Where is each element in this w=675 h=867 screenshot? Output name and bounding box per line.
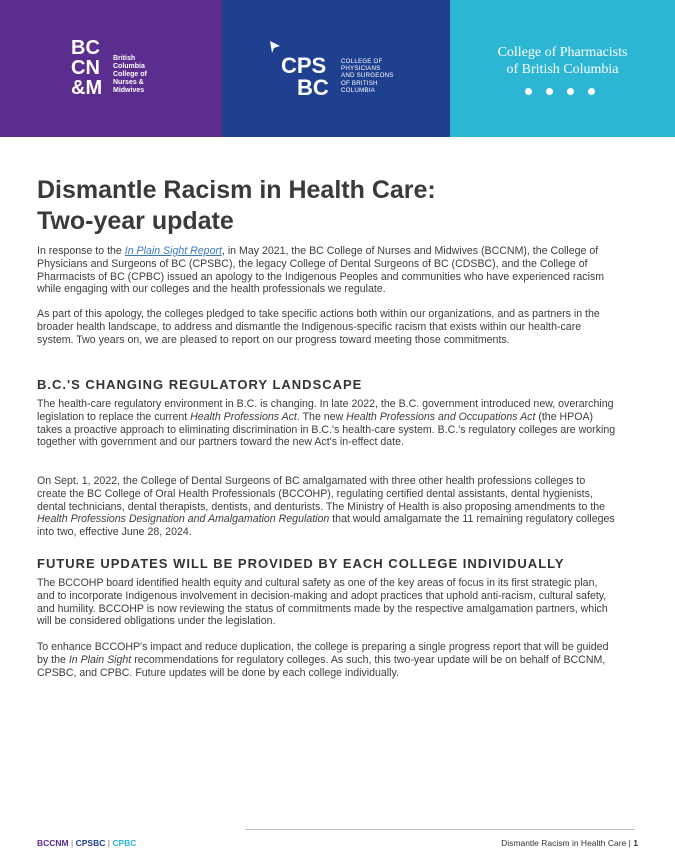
section2-paragraph-1: The BCCOHP board identified health equity and cultural safety as one of the key areas of focus in its first strategic plan, and to incorporate Indigenous involvement in decision-making and adopt practices that uphold anti-racism, cultural safety, and humility. BCCOHP is now reviewing the status of commitments made by the respective amalgamation partners, which will be considered obligations under the legislation. <box>37 577 608 628</box>
body-text-italic: Health Professions and Occupations Act <box>346 410 536 423</box>
footer-cpsbc: CPSBC <box>75 838 106 848</box>
dot-icon <box>546 88 553 95</box>
bccnm-panel <box>0 0 222 137</box>
cpsbc-arrow-icon <box>268 40 282 54</box>
cpsbc-mono-line-2: BC <box>297 75 329 100</box>
footer-college-list <box>37 838 136 848</box>
dot-icon <box>567 88 574 95</box>
intro-text: , in May 2021, the BC College of Nurses and Midwives (BCCNM), the College of Physicians and Surgeons of BC (CPSBC), the legacy College of Dental Surgeons of BC (CDSBC), and the College of Pharmacists of BC (CPBC) issued an apology to the Indigenous Peoples and communities who have experienced racism while engaging with our colleges and the health professionals we regulate. <box>37 245 605 296</box>
footer-document-title: Dismantle Racism in Health Care <box>501 838 627 848</box>
cpsbc-mono-line-1: CPS <box>281 53 327 78</box>
footer-divider <box>245 829 635 830</box>
body-text: . The new <box>296 410 347 423</box>
intro-paragraph-1 <box>37 245 617 296</box>
footer-cpbc: CPBC <box>112 838 137 848</box>
footer-bccnm: BCCNM <box>37 838 69 848</box>
in-plain-sight-report-link[interactable]: In Plain Sight Report <box>124 245 222 257</box>
cpsbc-logo-monogram <box>281 55 329 99</box>
section1-paragraph-1 <box>37 398 617 449</box>
bccnm-name-line: College of <box>113 71 147 78</box>
bccnm-logo-name <box>113 55 147 95</box>
cpbc-name-line: of British Columbia <box>506 62 619 77</box>
cpsbc-name-line: COLLEGE OF <box>341 58 383 65</box>
body-text: To enhance BCCOHP's impact and reduce duplication, the college is preparing a single progress report that will be guided by the <box>37 641 609 666</box>
footer-page-label <box>501 838 638 848</box>
bccnm-name-line: Columbia <box>113 63 145 70</box>
page-title-line-2: Two-year update <box>37 207 234 235</box>
cpsbc-name-line: AND SURGEONS <box>341 72 394 80</box>
cpsbc-panel <box>222 0 450 137</box>
body-text-italic: Health Professions Designation and Amalgamation Regulation <box>37 513 330 526</box>
bccnm-name-line: Nurses & <box>113 79 144 86</box>
footer-separator: | <box>71 838 74 848</box>
bccnm-mono-line-3: &M <box>71 77 103 99</box>
cpsbc-name-line: PHYSICIANS <box>341 65 381 73</box>
body-text: (the HPOA) takes a proactive approach to eliminating discrimination in B.C.'s health-care system. B.C.'s regulatory colleges are working together with government and our partners toward the new Act's in-effect date. <box>37 410 616 449</box>
section1-paragraph-2 <box>37 475 617 539</box>
body-text: recommendations for regulatory colleges. As such, this two-year update will be on behalf of BCCNM, CPSBC, and CPBC. Future updates will be done by each college individually. <box>37 653 606 679</box>
section-heading-regulatory-landscape: B.C.'S CHANGING REGULATORY LANDSCAPE <box>37 377 363 392</box>
footer-separator: | <box>628 838 631 848</box>
footer-separator: | <box>107 838 110 848</box>
page-number: 1 <box>633 838 638 848</box>
intro-paragraph-2: As part of this apology, the colleges pledged to take specific actions both within our organizations, and as partners in the broader health landscape, to address and dismantle the Indigenous-specific racism that exists within our health-care system. Two years on, we are pleased to report on our progress toward meeting those commitments. <box>37 308 600 346</box>
dot-icon <box>525 88 532 95</box>
section-heading-future-updates: FUTURE UPDATES WILL BE PROVIDED BY EACH COLLEGE INDIVIDUALLY <box>37 556 565 571</box>
dot-icon <box>588 88 595 95</box>
section2-paragraph-2 <box>37 641 617 679</box>
body-text: The health-care regulatory environment in B.C. is changing. In late 2022, the B.C. government introduced new, overarching legislation to replace the current <box>37 398 614 423</box>
page-title <box>37 175 436 237</box>
page-title-line-1: Dismantle Racism in Health Care: <box>37 176 436 204</box>
bccnm-logo-monogram <box>71 38 102 98</box>
cpsbc-name-line: COLUMBIA <box>341 86 375 94</box>
body-text: that would amalgamate the 11 remaining regulatory colleges into two, effective June 28, 2024. <box>37 513 615 539</box>
cpbc-logo-name <box>450 44 675 78</box>
bccnm-name-line: British <box>113 55 136 62</box>
intro-text: In response to the <box>37 245 125 257</box>
bccnm-name-line: Midwives <box>113 87 145 94</box>
cpsbc-name-line: OF BRITISH <box>341 79 378 87</box>
bccnm-mono-line-2: CN <box>71 57 100 79</box>
cpbc-dots-decoration <box>525 88 595 95</box>
cpbc-name-line: College of Pharmacists <box>497 45 628 60</box>
bccnm-mono-line-1: BC <box>71 37 100 59</box>
body-text-italic: In Plain Sight <box>68 653 132 666</box>
body-text-italic: Health Professions Act <box>190 410 297 423</box>
body-text: On Sept. 1, 2022, the College of Dental Surgeons of BC amalgamated with three other health professions colleges to create the BC College of Oral Health Professionals (BCCOHP), regulating certified dental assistants, dental hygienists, dental technicians, dental therapists, dentists, and denturists. The Ministry of Health is also proposing amendments to the <box>37 475 606 513</box>
cpsbc-logo-name <box>341 58 394 94</box>
